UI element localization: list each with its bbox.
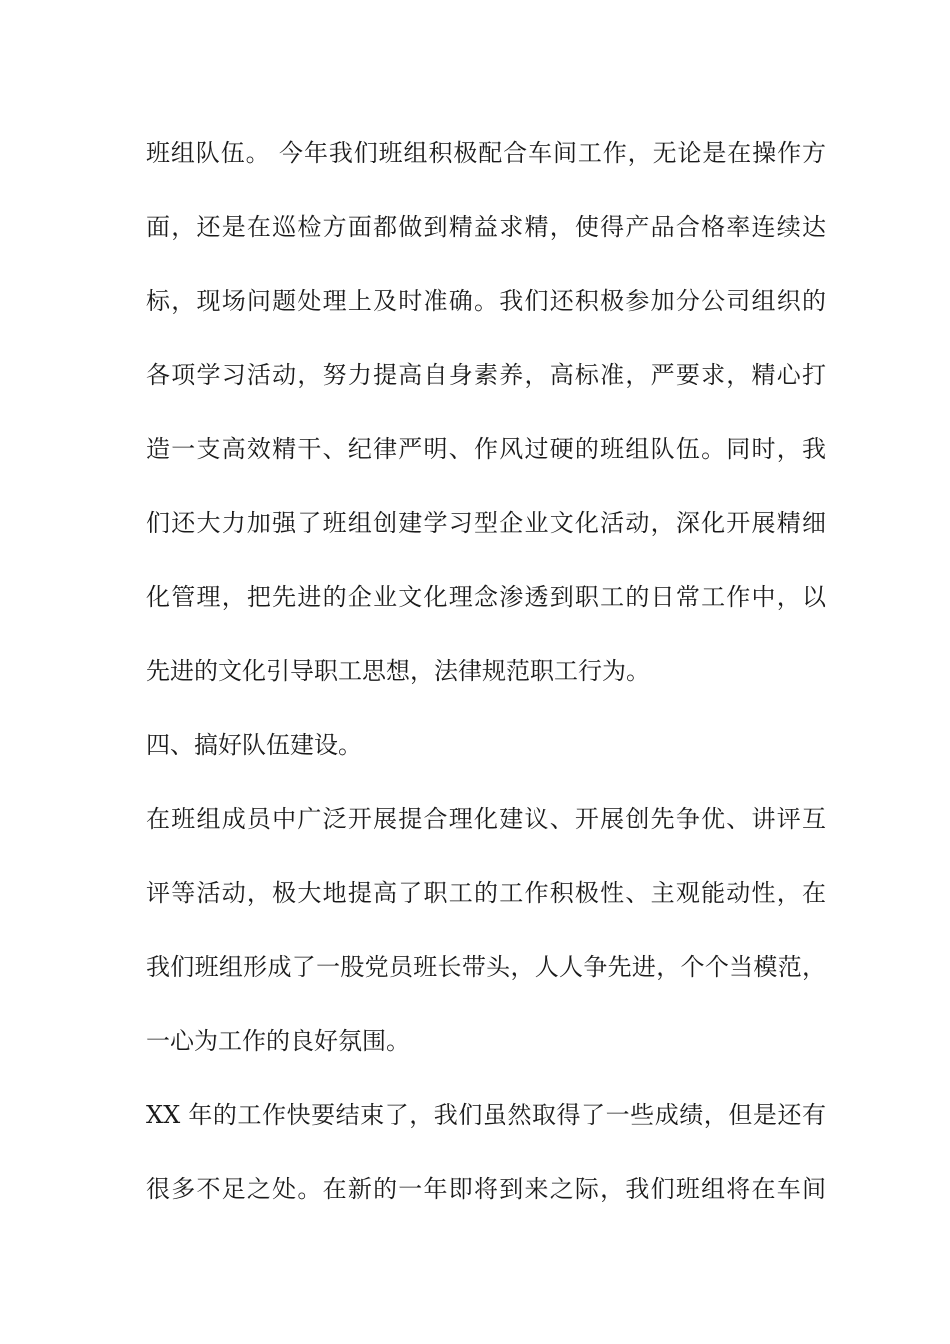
paragraph-line: 在班组成员中广泛开展提合理化建议、开展创先争优、讲评互 bbox=[146, 805, 826, 833]
section-heading: 四、搞好队伍建设。 bbox=[146, 731, 362, 759]
paragraph-line: 标，现场问题处理上及时准确。我们还积极参加分公司组织的 bbox=[146, 287, 826, 315]
paragraph-line: XX 年的工作快要结束了，我们虽然取得了一些成绩，但是还有 bbox=[146, 1101, 826, 1129]
paragraph-line: 评等活动，极大地提高了职工的工作积极性、主观能动性，在 bbox=[146, 879, 826, 907]
paragraph-line: 造一支高效精干、纪律严明、作风过硬的班组队伍。同时，我 bbox=[146, 435, 826, 463]
paragraph-line: 先进的文化引导职工思想，法律规范职工行为。 bbox=[146, 657, 650, 685]
paragraph-line: 各项学习活动，努力提高自身素养，高标准，严要求，精心打 bbox=[146, 361, 826, 389]
paragraph-line: 化管理，把先进的企业文化理念渗透到职工的日常工作中，以 bbox=[146, 583, 826, 611]
paragraph-line: 我们班组形成了一股党员班长带头，人人争先进，个个当模范， bbox=[146, 953, 826, 981]
paragraph-line: 很多不足之处。在新的一年即将到来之际，我们班组将在车间 bbox=[146, 1175, 826, 1203]
paragraph-line: 班组队伍。 今年我们班组积极配合车间工作，无论是在操作方 bbox=[146, 139, 826, 167]
paragraph-line: 一心为工作的良好氛围。 bbox=[146, 1027, 410, 1055]
paragraph-line: 们还大力加强了班组创建学习型企业文化活动，深化开展精细 bbox=[146, 509, 826, 537]
paragraph-line: 面，还是在巡检方面都做到精益求精，使得产品合格率连续达 bbox=[146, 213, 826, 241]
